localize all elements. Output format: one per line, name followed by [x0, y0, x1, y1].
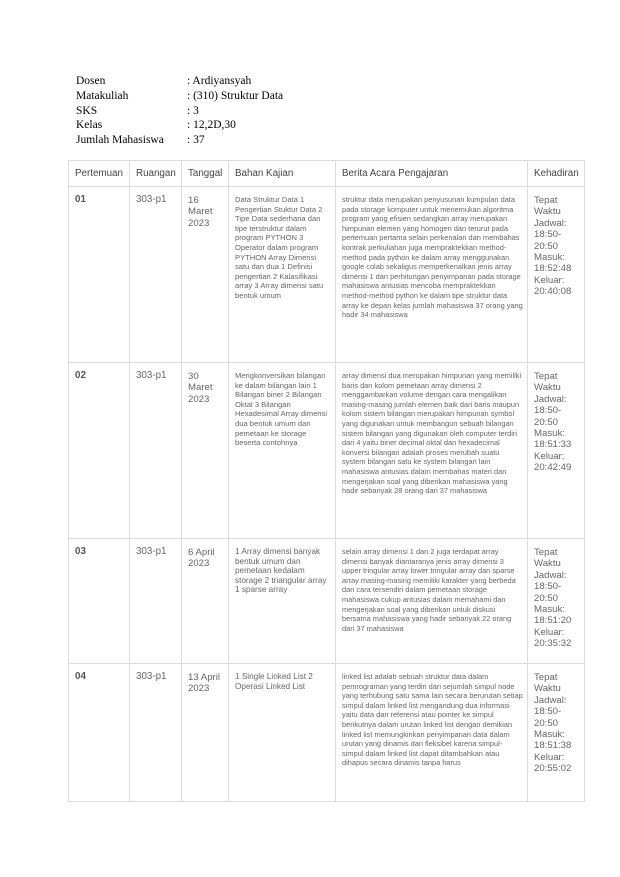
info-row-matakuliah: [76, 89, 283, 104]
cell-bahan-kajian: 1 Single Linked List 2 Operasi Linked List: [229, 664, 336, 802]
header-pertemuan: Pertemuan: [69, 161, 130, 187]
table-row: [69, 539, 585, 664]
cell-tanggal: 16 Maret 2023: [182, 187, 229, 363]
cell-kehadiran: Tepat Waktu Jadwal: 18:50-20:50 Masuk: 18:51:38 Keluar: 20:55:02: [528, 664, 585, 802]
info-value: : 37: [187, 134, 205, 147]
cell-ruangan: 303-p1: [130, 187, 182, 363]
cell-berita-acara: array dimensi dua merupakan himpunan yang memiliki baris dan kolom pemetaan array dimensi 2 menggambarkan volume dengan cara mengalikan masing-masing jumlah elemen baik dari baris maupun kolom sistem bilangan merupakan himpunan symbol yang digunakan untuk membangun sebuah bilangan sistem bilangan yang digunakan oleh computer terdiri dari 4 yaitu biner decimal oktal dan hexadecimal konversi bilangan adalah proses merubah suatu system bilangan satu ke system bilangan lain mahasiswa antusias dalam membahas materi dan mengerjakan soal yang diberikan mahasiswa yang hadir sebanyak 28 orang dari 37 mahasiswa: [336, 363, 528, 539]
cell-berita-acara: struktur data merupakan penyusunan kumpulan data pada storage komputer untuk menemukan algoritma program yang efisien sedangkan array merupakan himpunan elemen yang homogen dan terurut pada pertemuan pertama selain perkenalan dan membahas kontrak perkuliahan juga mempraktekkan method-method pada python ke dalam array menggunakan google colab sekaligus memperkenalkan jenis array dimensi 1 dan perhitungan penyimpanan pada storage mahasiswa antusias mencoba mempraktekkan method-method python ke dalam tipe struktur data array ke depan kelas jumlah mahasiswa 37 orang yang hadir 34 mahasiswa: [336, 187, 528, 363]
info-value: : Ardiyansyah: [187, 75, 252, 87]
cell-bahan-kajian: 1 Array dimensi banyak bentuk umum dan pemetaan kedalam storage 2 triangular array 1 sparse array: [229, 539, 336, 664]
header-kehadiran: Kehadiran: [528, 161, 585, 187]
cell-ruangan: 303-p1: [130, 363, 182, 539]
info-label: Kelas: [76, 119, 103, 132]
table-row: [69, 664, 585, 802]
cell-kehadiran: Tepat Waktu Jadwal: 18:50-20:50 Masuk: 18:52:48 Keluar: 20:40:08: [528, 187, 585, 363]
cell-berita-acara: linked list adalah sebuah struktur data dalam pemrograman yang terdiri dari sejumlah simpul node yang terhubung satu sama lain secara berurutan setiap simpul dalam linked list mengandung dua informasi yaitu data dan referensi atau pointer ke simpul berikutnya dalam urutan linked list dengan demikian linked list memungkinkan penyimpanan data dalam urutan yang dinamis dan fleksibel karena simpul-simpul dalam linked list dapat ditambahkan atau dihapus secara dinamis tanpa harus: [336, 664, 528, 802]
table-row: [69, 187, 585, 363]
info-label: Jumlah Mahasiswa: [76, 134, 164, 147]
cell-ruangan: 303-p1: [130, 539, 182, 664]
cell-pertemuan: 04: [69, 664, 130, 802]
cell-pertemuan: 02: [69, 363, 130, 539]
table-row: [69, 363, 585, 539]
attendance-table: [68, 160, 585, 802]
cell-tanggal: 6 April 2023: [182, 539, 229, 664]
cell-berita-acara: selain array dimensi 1 dan 2 juga terdapat array dimensi banyak diantaranya jenis array dimensi 3 upper tringular array lower tringular array dan sparse array masing-masing memiliki karakter yang berbeda dan cara tersendiri dalam pemetaan storage mahasiswa cukup antusias dalam memahami dan mengerjakan soal yang diberikan untuk diskusi bersama mahasiswa yang hadir sebanyak 22 orang dari 37 mahasiswa: [336, 539, 528, 664]
info-value: : 3: [187, 104, 199, 117]
info-value: : 12,2D,30: [187, 119, 236, 132]
header-ruangan: Ruangan: [130, 161, 182, 187]
info-label: SKS: [76, 104, 98, 117]
cell-ruangan: 303-p1: [130, 664, 182, 802]
info-value: : (310) Struktur Data: [187, 89, 284, 102]
cell-tanggal: 13 April 2023: [182, 664, 229, 802]
info-row-jumlah-mahasiswa: [76, 133, 283, 148]
header-bahan-kajian: Bahan Kajian: [229, 161, 336, 187]
cell-kehadiran: Tepat Waktu Jadwal: 18:50-20:50 Masuk: 18:51:20 Keluar: 20:35:32: [528, 539, 585, 664]
header-berita-acara: Berita Acara Pengajaran: [336, 161, 528, 187]
cell-tanggal: 30 Maret 2023: [182, 363, 229, 539]
table-header-row: [69, 161, 585, 187]
header-tanggal: Tanggal: [182, 161, 229, 187]
cell-pertemuan: 03: [69, 539, 130, 664]
info-row-dosen: [76, 74, 283, 89]
cell-kehadiran: Tepat Waktu Jadwal: 18:50-20:50 Masuk: 18:51:33 Keluar: 20:42:49: [528, 363, 585, 539]
cell-bahan-kajian: Data Struktur Data 1 Pengertian Stuktur Data 2 Tipe Data sederhana dan tipe terstruktur dalam program PYTHON 3 Operator dalam program PYTHON Array Dimensi satu dan dua 1 Definisi pengertian 2 Kalasifikasi array 3 Array dimensi satu bentuk umum: [229, 187, 336, 363]
info-row-sks: [76, 104, 283, 119]
info-label: Matakuliah: [76, 89, 129, 102]
info-row-kelas: [76, 118, 283, 133]
course-info: [76, 74, 283, 148]
info-label: Dosen: [76, 75, 106, 87]
cell-bahan-kajian: Mengkonversikan bilangan ke dalam bilangan lain 1 Bilangan biner 2 Bilangan Oktal 3 Bilangan Hexadesimal Array dimensi dua bentuk umum dan pemetaan ke storage beserta contohnya: [229, 363, 336, 539]
cell-pertemuan: 01: [69, 187, 130, 363]
